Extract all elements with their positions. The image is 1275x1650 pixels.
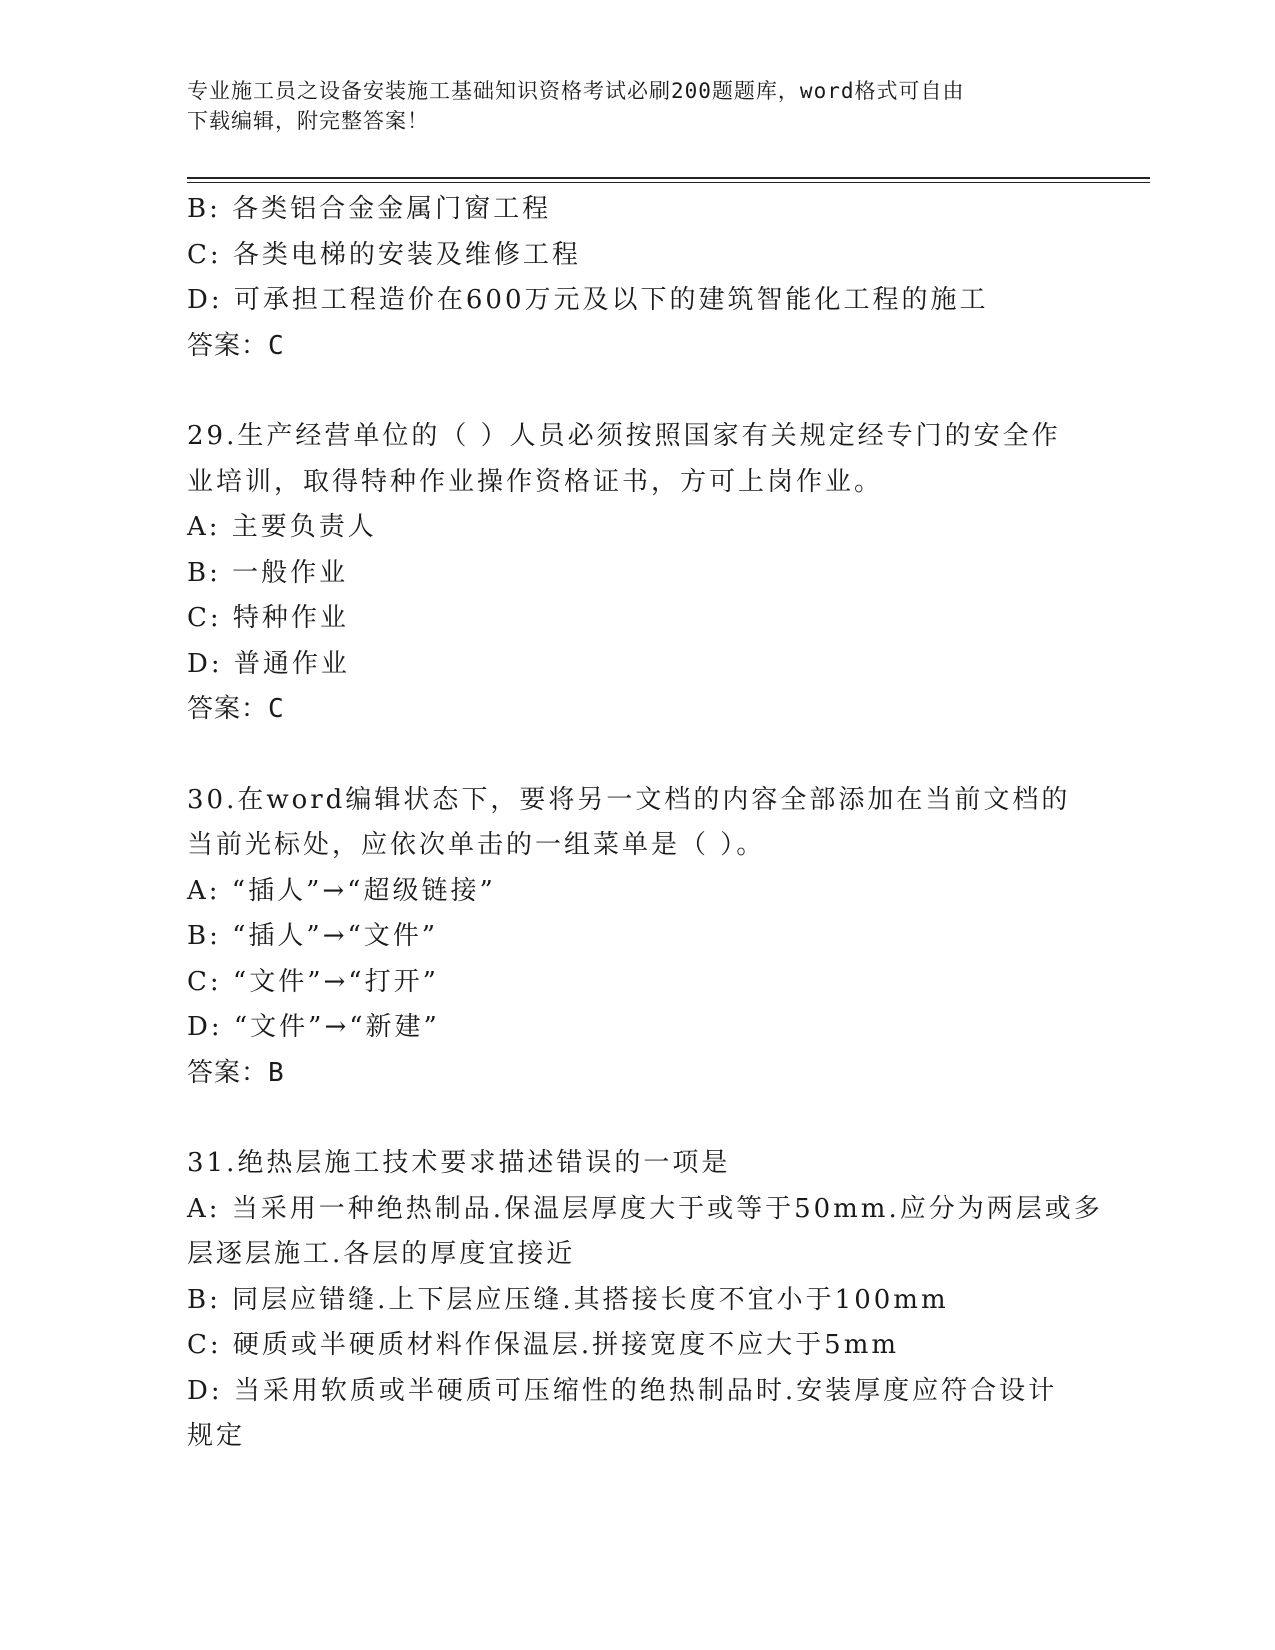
question-30 <box>187 778 1087 1097</box>
answer: 答案：C <box>187 330 285 361</box>
option-d: D: “文件”→“新建” <box>187 1012 440 1042</box>
option-a: A: 主要负责人 <box>187 512 377 542</box>
option-b: B: “插人”→“文件” <box>187 921 439 951</box>
spacer <box>187 369 1087 414</box>
option-b: B: 一般作业 <box>187 557 349 588</box>
header-divider-thick <box>187 177 1150 179</box>
option-a-cont: 层逐层施工.各层的厚度宜接近 <box>187 1239 576 1269</box>
question-31 <box>187 1141 1103 1460</box>
spacer <box>187 733 1087 778</box>
option-d-cont: 规定 <box>187 1421 246 1451</box>
option-b: B: 同层应错缝.上下层应压缝.其搭接长度不宜小于100mm <box>187 1284 949 1315</box>
option-d: D: 当采用软质或半硬质可压缩性的绝热制品时.安装厚度应符合设计 <box>187 1375 1058 1406</box>
question-28-tail <box>187 187 1087 369</box>
question-stem-cont: 业培训，取得特种作业操作资格证书，方可上岗作业。 <box>187 466 884 497</box>
header-line-1: 专业施工员之设备安装施工基础知识资格考试必刷200题题库，word格式可自由 <box>187 79 965 103</box>
answer: 答案：C <box>187 694 285 724</box>
header-line-2: 下载编辑，附完整答案！ <box>187 109 429 133</box>
document-body <box>187 187 1103 1460</box>
option-c: C: 特种作业 <box>187 603 349 633</box>
answer: 答案：B <box>187 1057 285 1088</box>
document-header <box>187 76 1067 136</box>
option-d: D: 普通作业 <box>187 648 350 679</box>
option-b: B: 各类铝合金金属门窗工程 <box>187 194 552 224</box>
spacer <box>187 1096 1087 1141</box>
question-stem: 31.绝热层施工技术要求描述错误的一项是 <box>187 1148 731 1178</box>
option-c: C: 硬质或半硬质材料作保温层.拼接宽度不应大于5mm <box>187 1330 900 1360</box>
question-stem: 29.生产经营单位的（ ）人员必须按照国家有关规定经专门的安全作 <box>187 421 1061 451</box>
header-divider-thin <box>187 182 1150 183</box>
option-d: D: 可承担工程造价在600万元及以下的建筑智能化工程的施工 <box>187 285 989 315</box>
question-stem: 30.在word编辑状态下，要将另一文档的内容全部添加在当前文档的 <box>187 784 1071 815</box>
question-29 <box>187 414 1087 733</box>
option-a: A: “插人”→“超级链接” <box>187 875 496 906</box>
question-stem-cont: 当前光标处，应依次单击的一组菜单是（ ）。 <box>187 830 766 860</box>
option-c: C: “文件”→“打开” <box>187 966 439 997</box>
option-c: C: 各类电梯的安装及维修工程 <box>187 239 581 270</box>
option-a: A: 当采用一种绝热制品.保温层厚度大于或等于50mm.应分为两层或多 <box>187 1193 1103 1224</box>
